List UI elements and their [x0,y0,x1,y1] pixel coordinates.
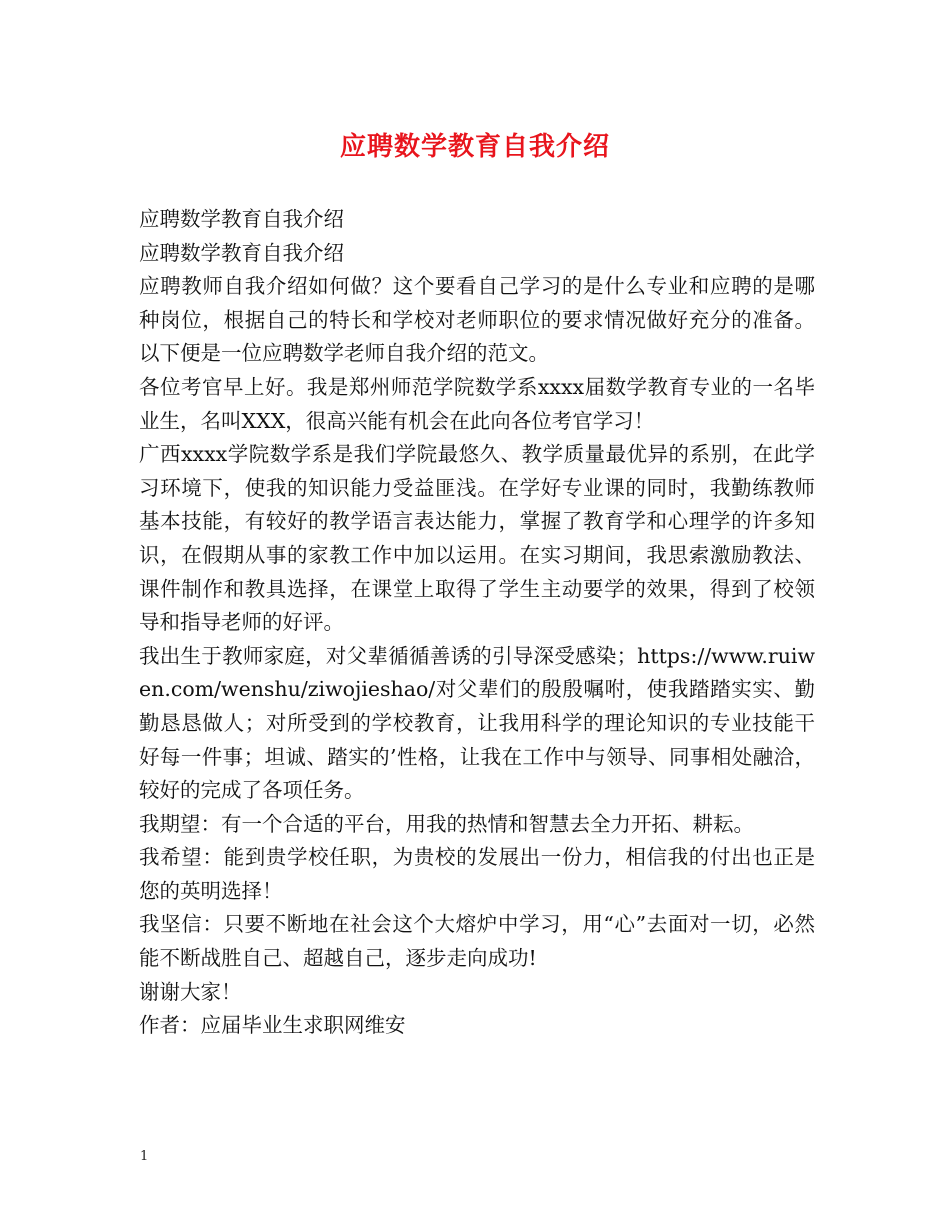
paragraph-subtitle-2: 应聘数学教育自我介绍 [139,240,344,265]
paragraph-hope: 我希望：能到贵学校任职，为贵校的发展出一份力，相信我的付出也正是您的英明选择！ [139,845,815,903]
paragraph-belief: 我坚信：只要不断地在社会这个大熔炉中学习，用“心”去面对一切，必然能不断战胜自己、超越自己，逐步走向成功! [139,912,815,971]
paragraph-intro: 应聘教师自我介绍如何做？这个要看自己学习的是什么专业和应聘的是哪种岗位，根据自己的特长和学校对老师职位的要求情况做好充分的准备。以下便是一位应聘数学老师自我介绍的范文。 [139,274,815,366]
document-body [139,203,815,1043]
paragraph-subtitle-1: 应聘数学教育自我介绍 [139,207,344,231]
paragraph-family: 我出生于教师家庭，对父辈循循善诱的引导深受感染；https://www.ruiwen.com/wenshu/ziwojieshao/对父辈们的殷殷嘱咐，使我踏踏实实、勤勤恳恳做人；对所受到的学校教育，让我用科学的理论知识的专业技能干好每一件事；坦诚、踏实的’性格，让我在工作中与领导、同事相处融洽，较好的完成了各项任务。 [139,643,815,803]
page-title: 应聘数学教育自我介绍 [339,132,610,162]
paragraph-author: 作者：应届毕业生求职网维安 [139,1013,406,1038]
page-number: 1 [140,1149,149,1164]
paragraph-greeting: 各位考官早上好。我是郑州师范学院数学系xxxx届数学教育专业的一名毕业生，名叫XXX，很高兴能有机会在此向各位考官学习！ [139,374,815,433]
paragraph-college: 广西xxxx学院数学系是我们学院最悠久、教学质量最优异的系别，在此学习环境下，使我的知识能力受益匪浅。在学好专业课的同时，我勤练教师基本技能，有较好的教学语言表达能力，掌握了教育学和心理学的许多知识，在假期从事的家教工作中加以运用。在实习期间，我思索激励教法、课件制作和教具选择，在课堂上取得了学生主动要学的效果，得到了校领导和指导老师的好评。 [139,442,815,635]
paragraph-expectation: 我期望：有一个合适的平台，用我的热情和智慧去全力开拓、耕耘。 [139,811,754,836]
paragraph-thanks: 谢谢大家！ [139,979,242,1004]
